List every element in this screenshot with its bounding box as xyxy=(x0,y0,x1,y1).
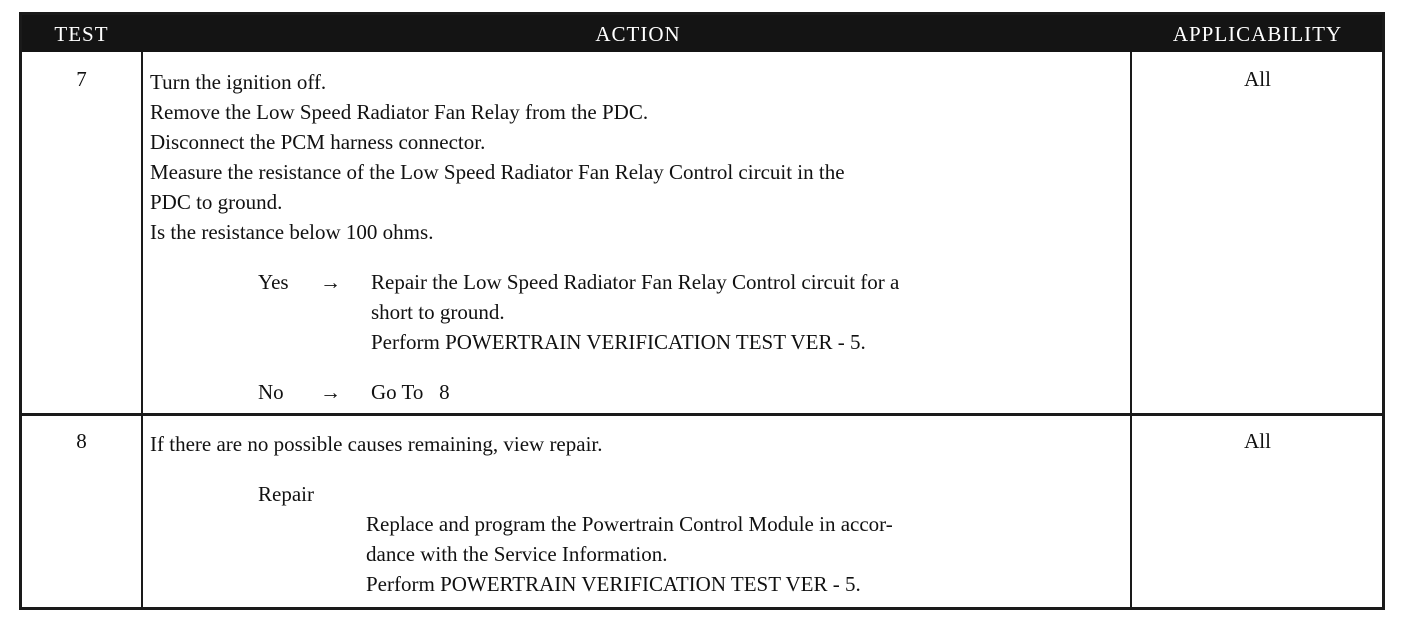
repair-line: Replace and program the Powertrain Control Module in accor- xyxy=(366,512,893,536)
table-header xyxy=(22,15,1382,52)
repair-line: Perform POWERTRAIN VERIFICATION TEST VER - 5. xyxy=(366,572,861,596)
yes-result-line: Repair the Low Speed Radiator Fan Relay Control circuit for a xyxy=(371,270,900,294)
repair-line: dance with the Service Information. xyxy=(366,542,668,566)
yes-result-line: short to ground. xyxy=(371,300,505,324)
no-label: No xyxy=(258,380,284,404)
no-arrow-icon: → xyxy=(320,380,341,404)
yes-label: Yes xyxy=(258,270,289,294)
action-step: PDC to ground. xyxy=(150,190,283,214)
header-applicability: APPLICABILITY xyxy=(1172,22,1343,46)
action-step: If there are no possible causes remaining, view repair. xyxy=(150,432,603,456)
header-test: TEST xyxy=(54,22,109,46)
action-step: Turn the ignition off. xyxy=(150,70,327,94)
column-divider-action-applicability xyxy=(1130,52,1132,610)
header-action: ACTION xyxy=(595,22,681,46)
test-number: 7 xyxy=(76,67,87,91)
action-step: Is the resistance below 100 ohms. xyxy=(150,220,434,244)
row-divider xyxy=(22,413,1382,416)
no-result: Go To 8 xyxy=(371,380,450,404)
yes-result-line: Perform POWERTRAIN VERIFICATION TEST VER - 5. xyxy=(371,330,866,354)
diagnostic-test-table xyxy=(19,12,1385,610)
action-step: Disconnect the PCM harness connector. xyxy=(150,130,486,154)
applicability-value: All xyxy=(1244,67,1271,91)
yes-arrow-icon: → xyxy=(320,270,341,294)
test-number: 8 xyxy=(76,429,87,453)
action-step: Remove the Low Speed Radiator Fan Relay from the PDC. xyxy=(150,100,649,124)
action-step: Measure the resistance of the Low Speed Radiator Fan Relay Control circuit in the xyxy=(150,160,845,184)
applicability-value: All xyxy=(1244,429,1271,453)
column-divider-test-action xyxy=(141,52,143,610)
repair-label: Repair xyxy=(258,482,314,506)
